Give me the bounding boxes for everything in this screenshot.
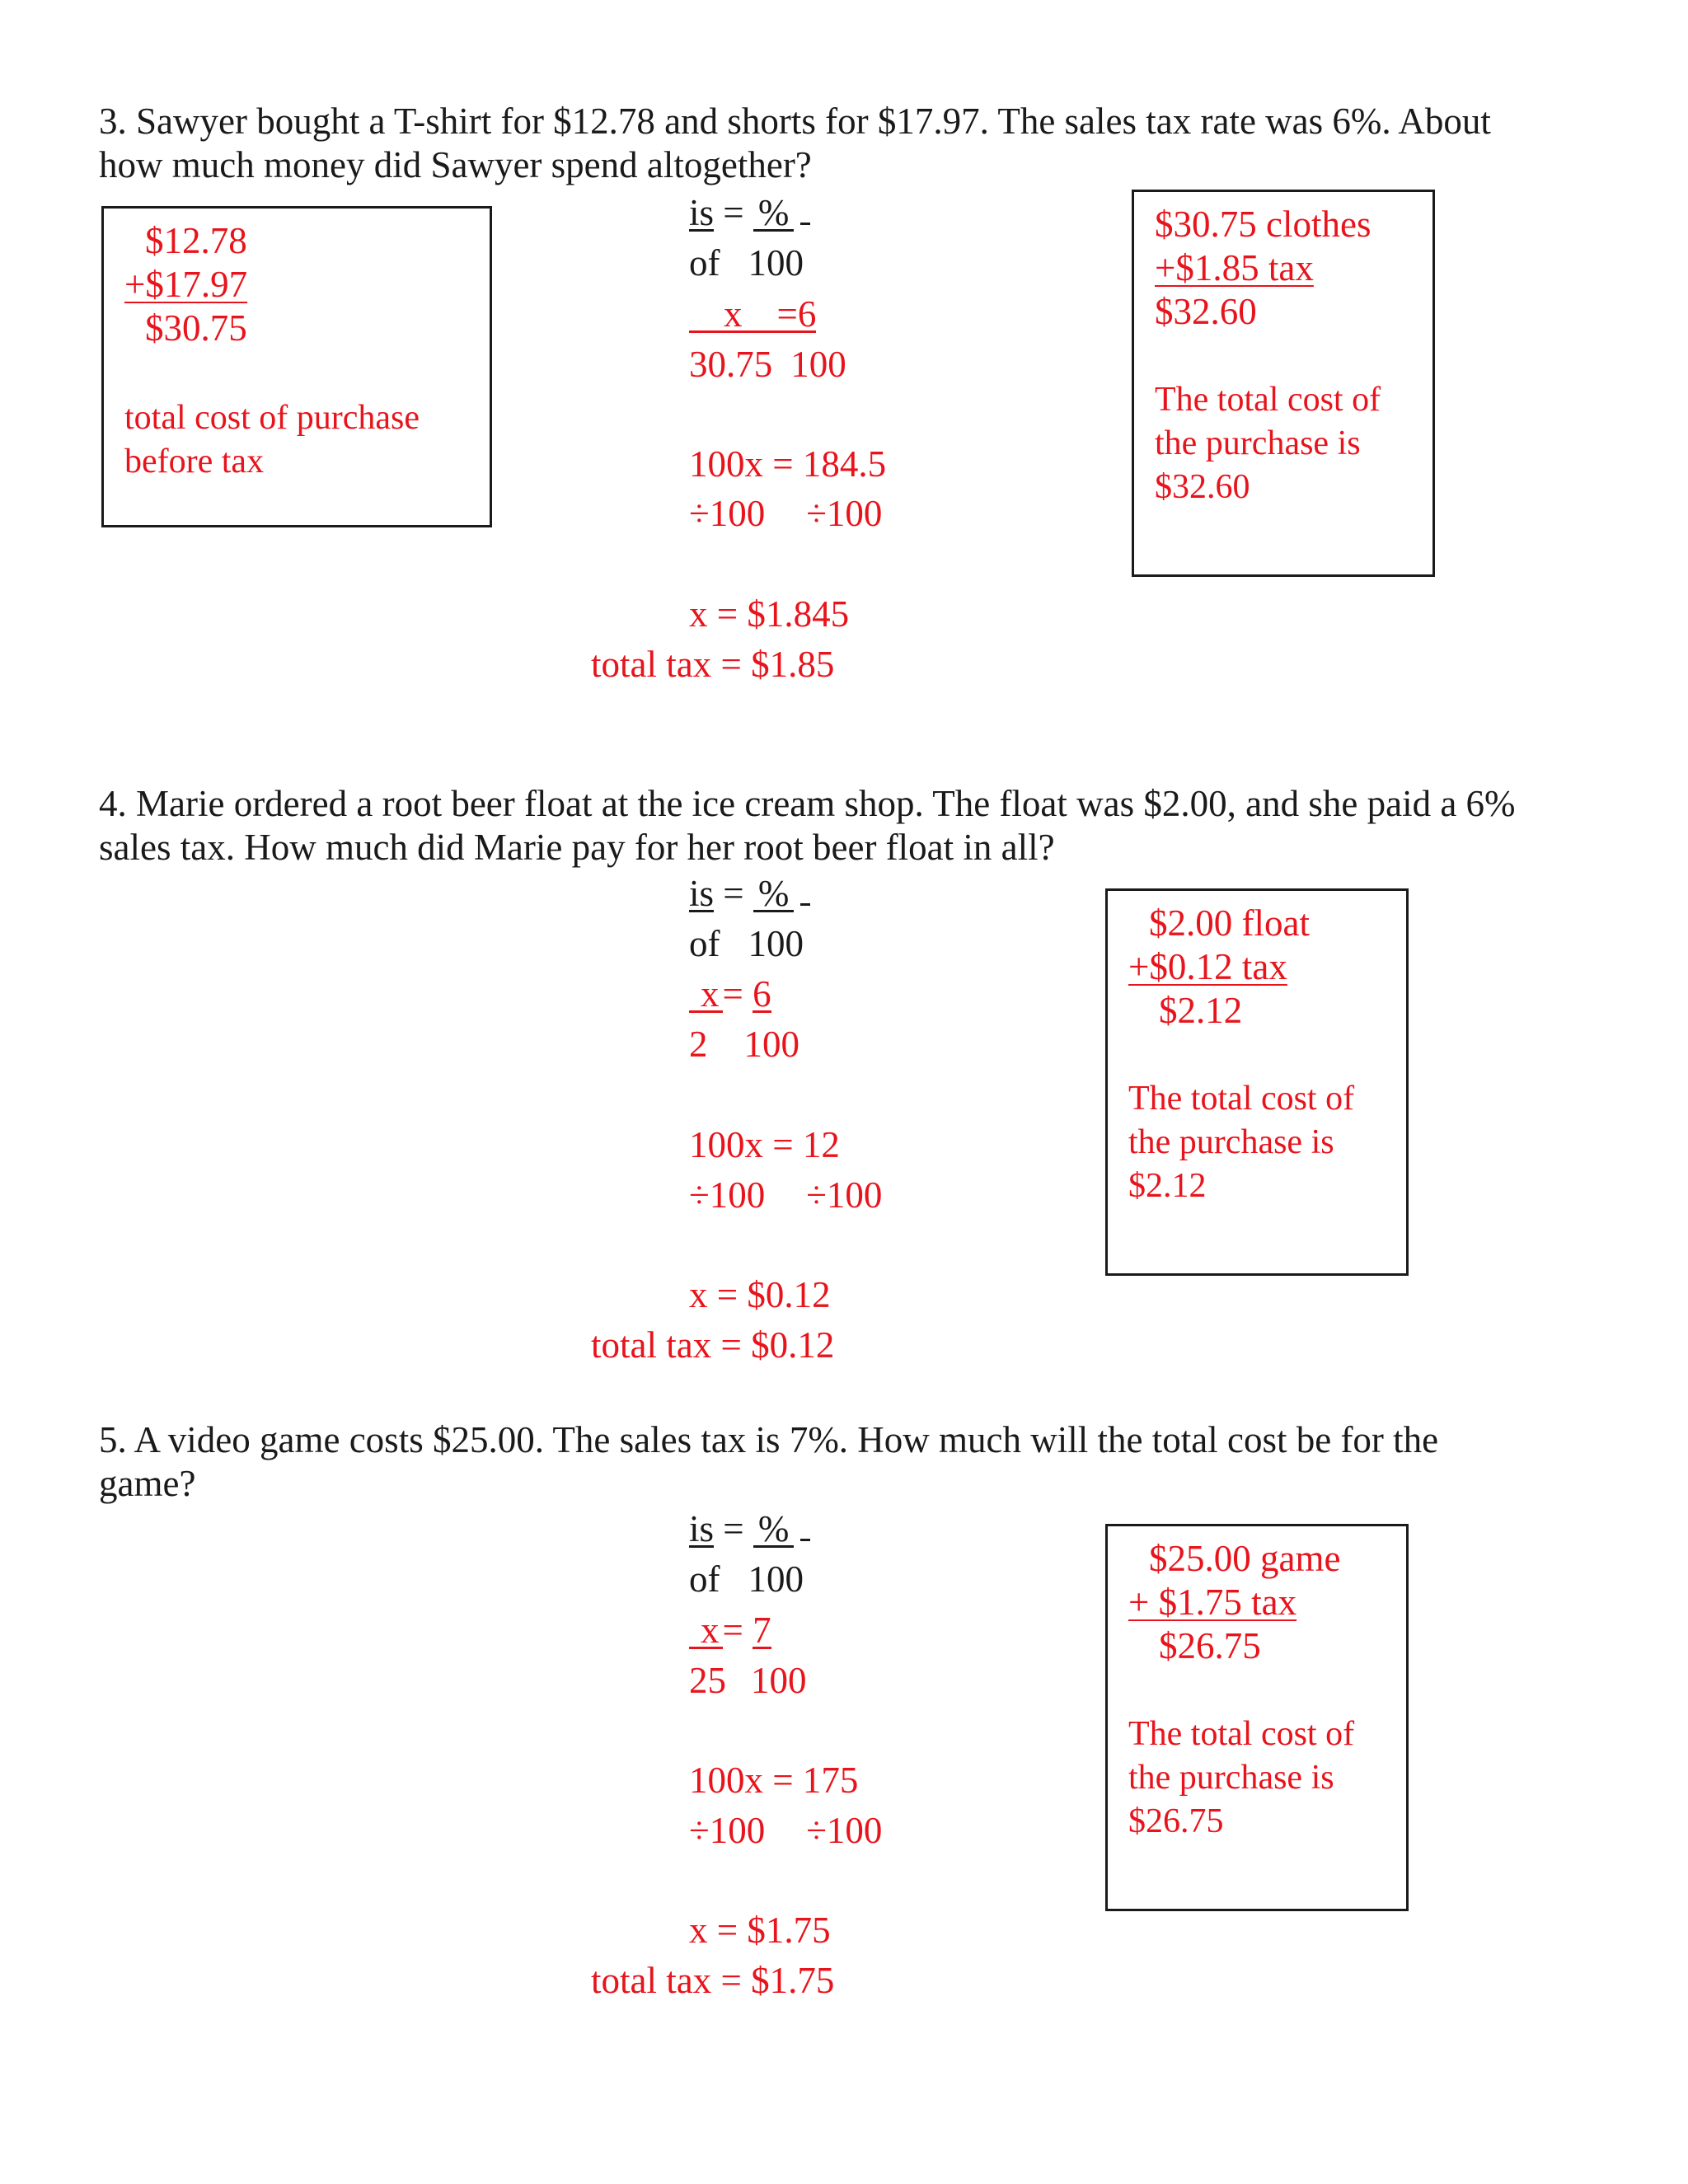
proportion-numerators: [689, 293, 816, 335]
equals-sign: =: [714, 192, 753, 233]
x-numerator: x: [689, 1614, 723, 1649]
x-numerator: x: [689, 977, 723, 1013]
is-over-of-formula: [689, 191, 810, 234]
summary-line-3: $32.60: [1155, 468, 1250, 506]
question-3-line-2: how much money did Sawyer spend altogether?: [99, 144, 812, 185]
is-over-of-formula: [689, 1507, 810, 1550]
equals-sign: =: [776, 293, 798, 335]
equals-sign: =: [714, 1508, 753, 1549]
total-tax: total tax = $0.12: [591, 1324, 835, 1366]
tax-amount: + $1.75 tax: [1128, 1582, 1297, 1623]
summary-line-1: The total cost of: [1128, 1715, 1355, 1753]
divide-left: ÷100: [689, 1810, 766, 1851]
grand-total: $26.75: [1159, 1625, 1261, 1666]
of-hundred-row: [689, 1558, 804, 1601]
rate-numerator: 7: [753, 1610, 771, 1651]
dash: [800, 1539, 810, 1541]
tax-amount: +$1.85 tax: [1155, 247, 1314, 288]
question-5-line-2: game?: [99, 1463, 196, 1504]
game-cost: $25.00 game: [1149, 1538, 1341, 1579]
tax-amount: +$0.12 tax: [1128, 946, 1287, 987]
total-tax: total tax = $1.85: [591, 644, 835, 685]
total-cost-box: [1132, 190, 1435, 577]
grand-total: $32.60: [1155, 291, 1257, 332]
question-5-line-1: 5. A video game costs $25.00. The sales tax is 7%. How much will the total cost be for the: [99, 1419, 1439, 1460]
percent-label: %: [753, 1512, 795, 1548]
divide-left: ÷100: [689, 493, 766, 534]
total-cost-box: [1105, 888, 1409, 1276]
x-result: x = $0.12: [689, 1274, 831, 1315]
cross-multiply-equation: 100x = 184.5: [689, 443, 887, 485]
pre-tax-sum-box: [101, 206, 492, 527]
divide-left: ÷100: [689, 1174, 766, 1216]
grand-total: $2.12: [1159, 990, 1243, 1031]
hundred: 100: [748, 923, 804, 964]
summary-line-3: $26.75: [1128, 1802, 1224, 1840]
equals-sign: =: [714, 873, 753, 914]
is-label: is: [689, 873, 715, 914]
proportion-denominators: [689, 1659, 807, 1702]
hundred-denominator: 100: [751, 1660, 807, 1701]
question-4-line-1: 4. Marie ordered a root beer float at the ice cream shop. The float was $2.00, and she paid a 6%: [99, 783, 1516, 824]
total-cost-box: [1105, 1524, 1409, 1911]
proportion-denominators: [689, 1023, 799, 1066]
hundred-denominator: 100: [790, 344, 846, 385]
divide-right: ÷100: [806, 1174, 883, 1216]
float-cost: $2.00 float: [1149, 902, 1310, 944]
x-result: x = $1.845: [689, 593, 850, 635]
cross-multiply-equation: 100x = 175: [689, 1760, 859, 1801]
is-label: is: [689, 192, 715, 233]
base-denominator: 2: [689, 1024, 708, 1065]
of-hundred-row: [689, 241, 804, 284]
summary-line-2: the purchase is: [1128, 1123, 1334, 1161]
hundred-denominator: 100: [743, 1024, 799, 1065]
divide-step: [689, 492, 882, 535]
base-denominator: 25: [689, 1660, 726, 1701]
equals-sign: =: [722, 1610, 753, 1651]
cross-multiply-equation: 100x = 12: [689, 1124, 840, 1165]
subtotal: $30.75: [145, 307, 247, 349]
of-label: of: [689, 1558, 720, 1600]
is-label: is: [689, 1508, 715, 1549]
shorts-price: +$17.97: [124, 264, 248, 305]
question-4-line-2: sales tax. How much did Marie pay for her root beer float in all?: [99, 827, 1055, 868]
of-label: of: [689, 923, 720, 964]
question-3-line-1: 3. Sawyer bought a T-shirt for $12.78 and shorts for $17.97. The sales tax rate was 6%. About: [99, 101, 1491, 142]
x-numerator: x: [689, 298, 777, 333]
total-tax: total tax = $1.75: [591, 1960, 835, 2001]
rate-numerator: 6: [753, 973, 771, 1015]
shirt-price: $12.78: [145, 220, 247, 261]
summary-line-1: The total cost of: [1155, 381, 1381, 419]
divide-right: ÷100: [806, 493, 883, 534]
subtotal-note-line-1: total cost of purchase: [124, 399, 420, 437]
proportion-numerators: [689, 972, 771, 1015]
is-over-of-formula: [689, 872, 810, 915]
hundred: 100: [748, 1558, 804, 1600]
subtotal-note-line-2: before tax: [124, 443, 265, 480]
dash: [800, 903, 810, 906]
base-denominator: 30.75: [689, 344, 773, 385]
summary-line-1: The total cost of: [1128, 1080, 1355, 1118]
equals-sign: =: [722, 973, 753, 1015]
rate-numerator: 6: [797, 293, 817, 335]
divide-step: [689, 1809, 882, 1852]
of-label: of: [689, 242, 720, 284]
summary-line-2: the purchase is: [1155, 424, 1361, 462]
summary-line-3: $2.12: [1128, 1167, 1207, 1205]
proportion-numerators: [689, 1609, 771, 1652]
divide-step: [689, 1174, 882, 1216]
x-result: x = $1.75: [689, 1910, 831, 1951]
clothes-cost: $30.75 clothes: [1155, 204, 1372, 245]
percent-label: %: [753, 877, 795, 912]
summary-line-2: the purchase is: [1128, 1759, 1334, 1797]
proportion-denominators: [689, 343, 846, 386]
hundred: 100: [748, 242, 804, 284]
of-hundred-row: [689, 922, 804, 965]
divide-right: ÷100: [806, 1810, 883, 1851]
dash: [800, 223, 810, 225]
percent-label: %: [753, 196, 795, 232]
